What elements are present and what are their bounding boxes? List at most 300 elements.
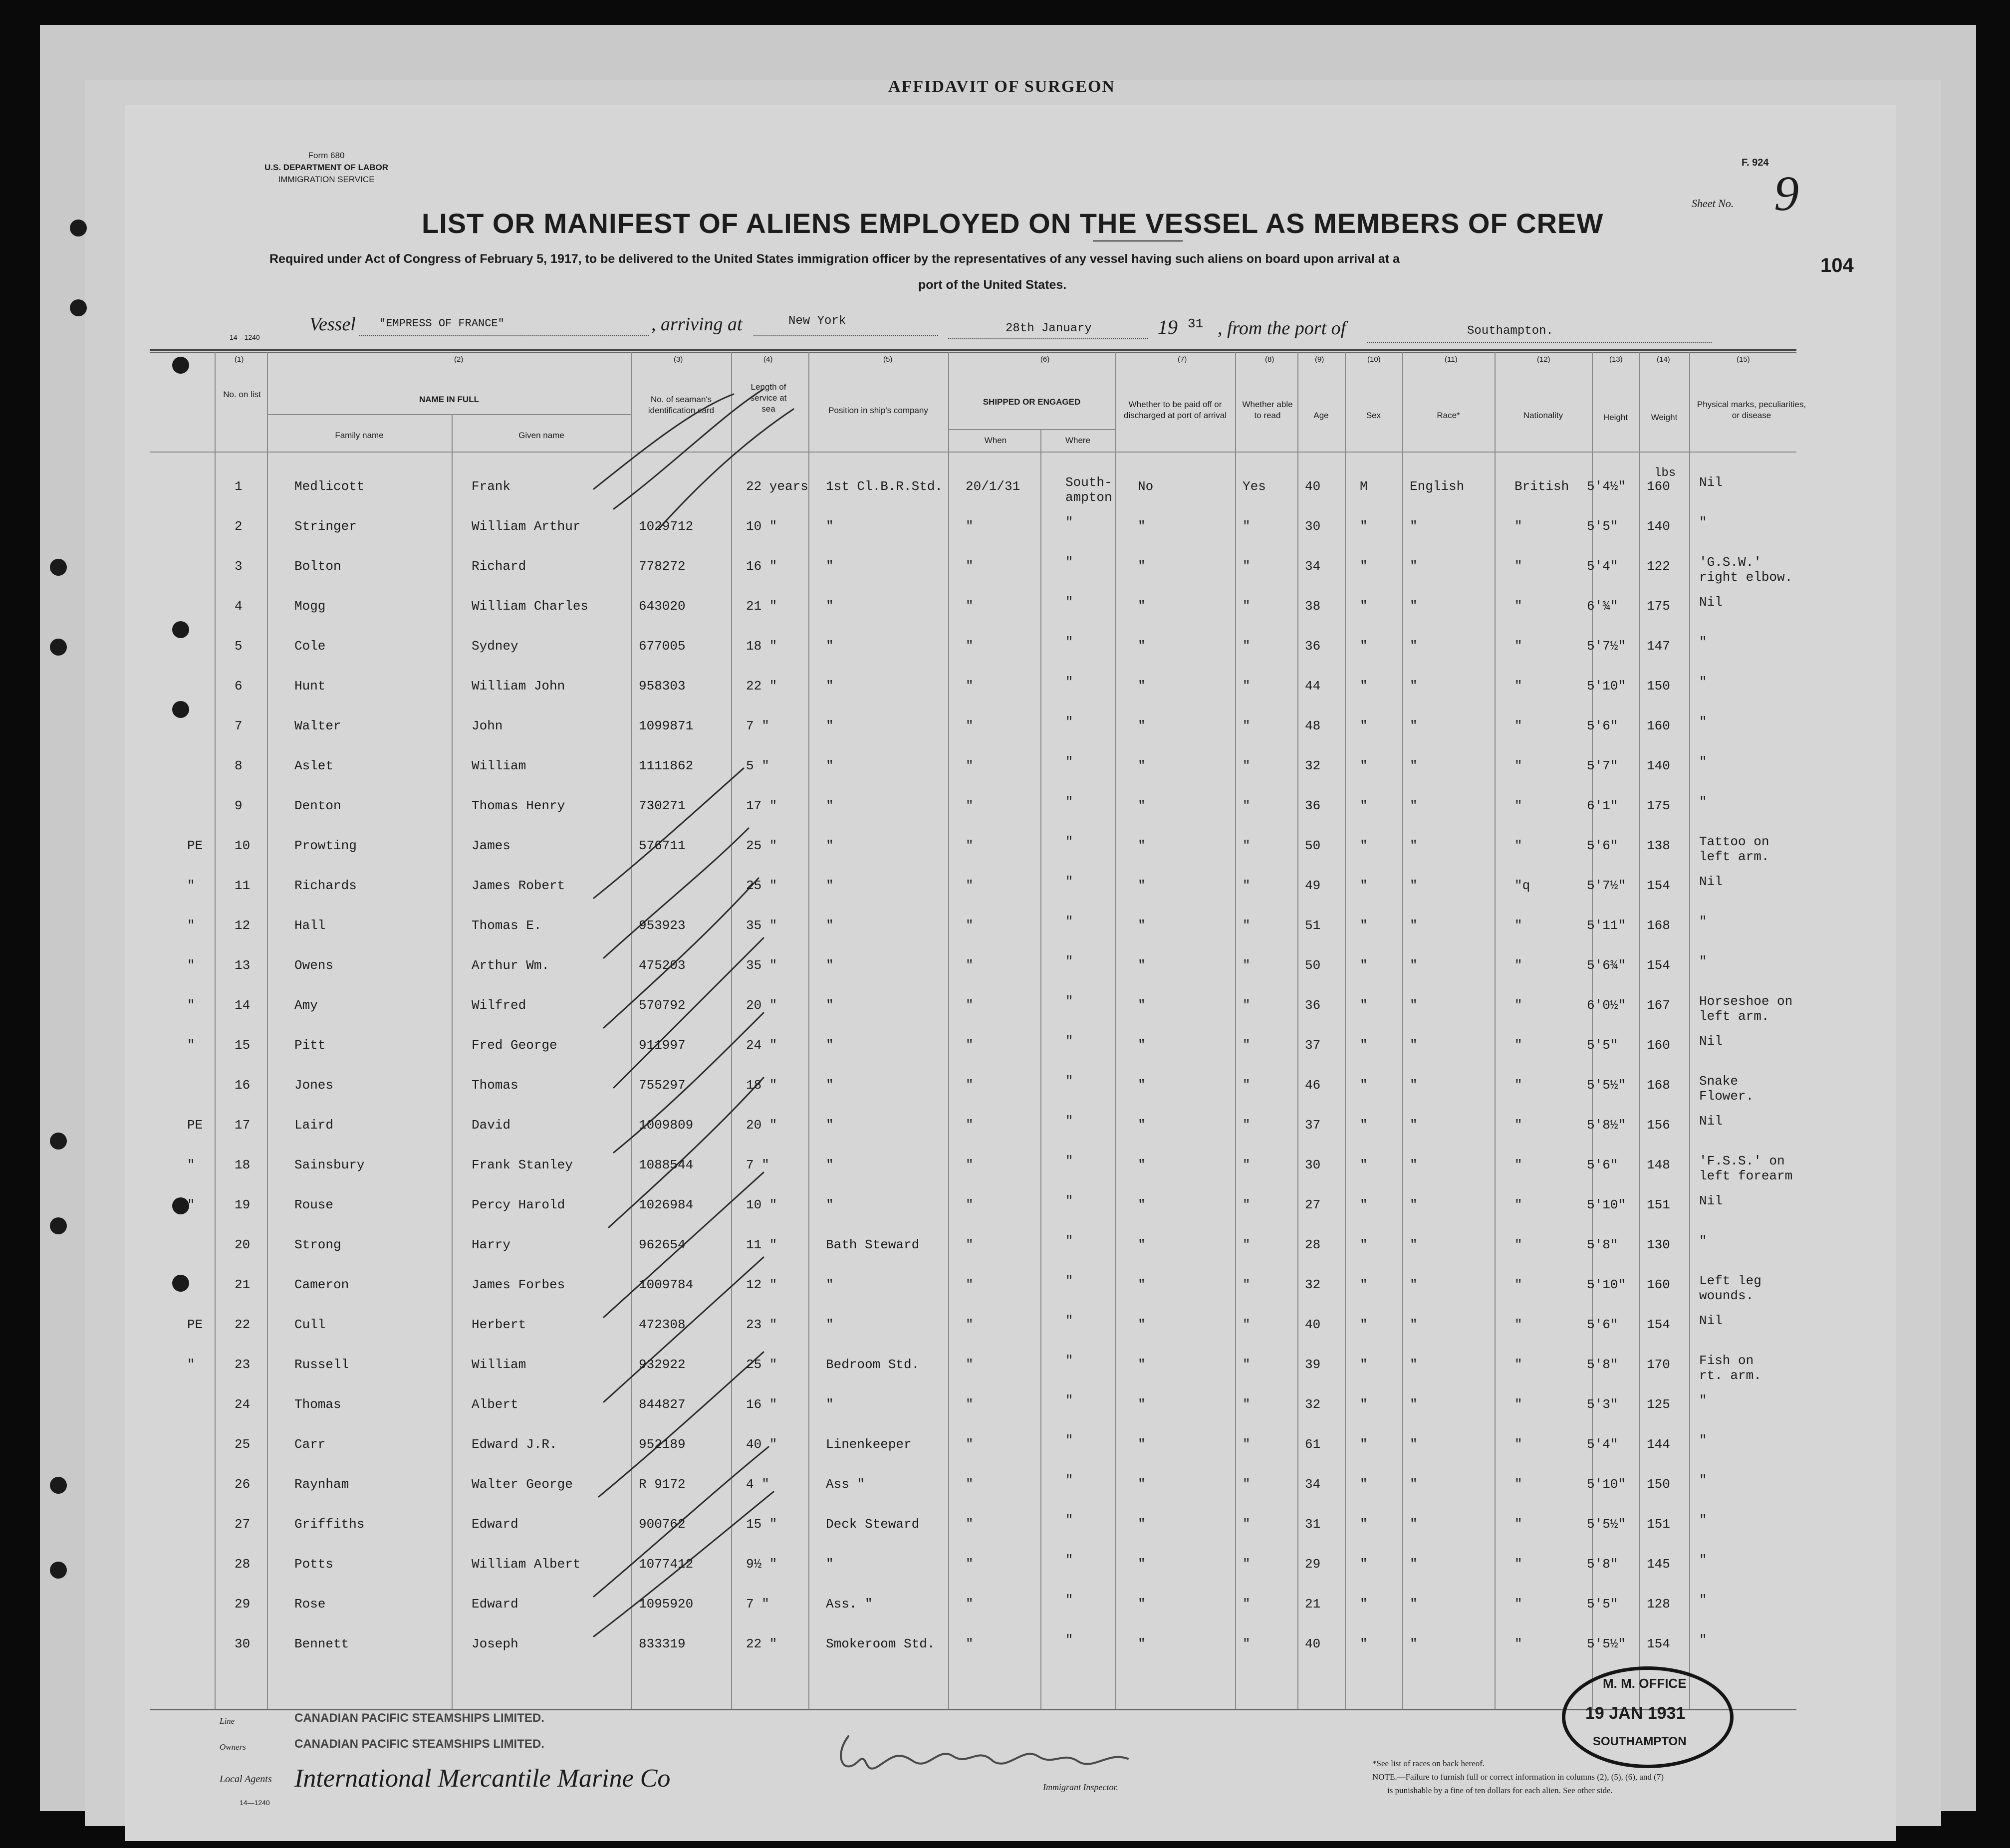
able-to-read: " bbox=[1243, 758, 1251, 773]
col-num: (3) bbox=[674, 355, 683, 364]
row-number: 4 bbox=[235, 599, 243, 614]
binder-hole bbox=[172, 1275, 189, 1292]
paid-off: " bbox=[1138, 878, 1146, 893]
physical-marks: Snake Flower. bbox=[1699, 1074, 1754, 1104]
family-name: Richards bbox=[294, 878, 357, 893]
header-name-in-full: NAME IN FULL bbox=[419, 395, 479, 404]
race: " bbox=[1410, 1078, 1418, 1093]
row-number: 28 bbox=[235, 1557, 251, 1572]
ship-position: Smokeroom Std. bbox=[826, 1636, 935, 1651]
age: 34 bbox=[1305, 559, 1321, 574]
sex: " bbox=[1360, 1157, 1368, 1172]
physical-marks: 'G.S.W.' right elbow. bbox=[1699, 555, 1793, 585]
physical-marks: Horseshoe on left arm. bbox=[1699, 994, 1793, 1024]
able-to-read: " bbox=[1243, 998, 1251, 1013]
paid-off: " bbox=[1138, 1397, 1146, 1412]
able-to-read: " bbox=[1243, 1357, 1251, 1372]
row-number: 12 bbox=[235, 918, 251, 933]
from-label: , from the port of bbox=[1218, 318, 1346, 339]
arrival-port: New York bbox=[788, 314, 846, 328]
shipped-when: " bbox=[966, 1437, 974, 1452]
shipped-when: " bbox=[966, 1357, 974, 1372]
family-name: Bolton bbox=[294, 559, 341, 574]
id-card-number: 1077412 bbox=[639, 1557, 694, 1572]
age: 48 bbox=[1305, 718, 1321, 733]
shipped-when: " bbox=[966, 519, 974, 534]
family-name: Sainsbury bbox=[294, 1157, 365, 1172]
col-num: (8) bbox=[1265, 355, 1274, 364]
col-num: (9) bbox=[1315, 355, 1324, 364]
binder-hole bbox=[50, 1562, 67, 1579]
family-name: Carr bbox=[294, 1437, 326, 1452]
paid-off: " bbox=[1138, 1357, 1146, 1372]
affidavit-title: AFFIDAVIT OF SURGEON bbox=[888, 77, 1115, 96]
header-race: Race* bbox=[1437, 411, 1460, 420]
age: 21 bbox=[1305, 1597, 1321, 1612]
shipped-where: " bbox=[1065, 874, 1073, 889]
shipped-when: " bbox=[966, 679, 974, 693]
row-number: 24 bbox=[235, 1397, 251, 1412]
ship-position: " bbox=[826, 1157, 834, 1172]
weight: 125 bbox=[1647, 1397, 1670, 1412]
shipped-when: " bbox=[966, 1636, 974, 1651]
paid-off: " bbox=[1138, 1078, 1146, 1093]
service-length: 22 years bbox=[746, 479, 808, 494]
able-to-read: " bbox=[1243, 1118, 1251, 1133]
shipped-where: " bbox=[1065, 1313, 1073, 1328]
family-name: Russell bbox=[294, 1357, 349, 1372]
service-length: 35 " bbox=[746, 918, 777, 933]
nationality: " bbox=[1514, 1597, 1522, 1612]
shipped-when: " bbox=[966, 1397, 974, 1412]
height: 5'10" bbox=[1587, 1277, 1626, 1292]
shipped-when: " bbox=[966, 958, 974, 973]
physical-marks: " bbox=[1699, 1393, 1707, 1408]
nationality: " bbox=[1514, 718, 1522, 733]
weight: 168 bbox=[1647, 918, 1670, 933]
shipped-when: " bbox=[966, 1038, 974, 1053]
sex: " bbox=[1360, 758, 1368, 773]
service-length: 5 " bbox=[746, 758, 769, 773]
paid-off: " bbox=[1138, 1157, 1146, 1172]
sex: " bbox=[1360, 1317, 1368, 1332]
paid-off: " bbox=[1138, 1118, 1146, 1133]
id-card-number: 1111862 bbox=[639, 758, 694, 773]
sex: " bbox=[1360, 1237, 1368, 1252]
service-length: 9½ " bbox=[746, 1557, 777, 1572]
service-length: 22 " bbox=[746, 679, 777, 693]
age: 40 bbox=[1305, 479, 1321, 494]
row-prefix: PE bbox=[187, 1118, 203, 1133]
ship-position: " bbox=[826, 758, 834, 773]
physical-marks: " bbox=[1699, 1632, 1707, 1647]
age: 50 bbox=[1305, 958, 1321, 973]
shipped-where: " bbox=[1065, 1593, 1073, 1608]
weight-unit: lbs bbox=[1654, 466, 1676, 480]
weight: 148 bbox=[1647, 1157, 1670, 1172]
given-name: James bbox=[472, 838, 511, 853]
family-name: Hunt bbox=[294, 679, 326, 693]
physical-marks: " bbox=[1699, 1593, 1707, 1608]
binder-hole bbox=[172, 357, 189, 374]
id-card-number: 1095920 bbox=[639, 1597, 694, 1612]
shipped-when: 20/1/31 bbox=[966, 479, 1020, 494]
race: " bbox=[1410, 1517, 1418, 1532]
ship-position: " bbox=[826, 639, 834, 654]
weight: 170 bbox=[1647, 1357, 1670, 1372]
table-top-rule bbox=[150, 349, 1796, 351]
family-name: Thomas bbox=[294, 1397, 341, 1412]
nationality: "q bbox=[1514, 878, 1530, 893]
col-rule bbox=[215, 352, 216, 1709]
age: 32 bbox=[1305, 1397, 1321, 1412]
shipped-where: " bbox=[1065, 1433, 1073, 1448]
physical-marks: Nil bbox=[1699, 1034, 1723, 1049]
col-rule bbox=[1115, 352, 1116, 1709]
id-card-number: 1026984 bbox=[639, 1197, 694, 1212]
shipped-when: " bbox=[966, 758, 974, 773]
able-to-read: " bbox=[1243, 718, 1251, 733]
given-name: William Arthur bbox=[472, 519, 581, 534]
mm-office-stamp bbox=[1562, 1666, 1734, 1768]
row-number: 8 bbox=[235, 758, 243, 773]
year-suffix: 31 bbox=[1188, 316, 1204, 331]
service-length: 10 " bbox=[746, 1197, 777, 1212]
age: 44 bbox=[1305, 679, 1321, 693]
nationality: " bbox=[1514, 1157, 1522, 1172]
weight: 160 bbox=[1647, 1038, 1670, 1053]
service-length: 16 " bbox=[746, 559, 777, 574]
height: 5'10" bbox=[1587, 679, 1626, 693]
header-age: Age bbox=[1313, 411, 1329, 420]
height: 5'10" bbox=[1587, 1477, 1626, 1492]
height: 5'6" bbox=[1587, 1317, 1618, 1332]
col-num: (14) bbox=[1657, 355, 1670, 364]
id-card-number: 677005 bbox=[639, 639, 686, 654]
row-number: 13 bbox=[235, 958, 251, 973]
shipped-where: " bbox=[1065, 1074, 1073, 1089]
sex: " bbox=[1360, 1517, 1368, 1532]
service-length: 22 " bbox=[746, 1636, 777, 1651]
footer-code: 14—1240 bbox=[240, 1799, 270, 1807]
header-where: Where bbox=[1065, 436, 1091, 445]
id-card-number: 932922 bbox=[639, 1357, 686, 1372]
col-num: (2) bbox=[454, 355, 464, 364]
able-to-read: " bbox=[1243, 1557, 1251, 1572]
age: 40 bbox=[1305, 1636, 1321, 1651]
shipped-where: " bbox=[1065, 1034, 1073, 1049]
shipped-when: " bbox=[966, 559, 974, 574]
race: " bbox=[1410, 1437, 1418, 1452]
shipped-where: " bbox=[1065, 714, 1073, 729]
age: 51 bbox=[1305, 918, 1321, 933]
footer-note-1: *See list of races on back hereof. bbox=[1372, 1759, 1485, 1768]
given-name: William Charles bbox=[472, 599, 589, 614]
family-name: Bennett bbox=[294, 1636, 349, 1651]
weight: 175 bbox=[1647, 798, 1670, 813]
sex: M bbox=[1360, 479, 1368, 494]
sex: " bbox=[1360, 1477, 1368, 1492]
shipped-when: " bbox=[966, 639, 974, 654]
col-rule bbox=[808, 352, 809, 1709]
given-name: William bbox=[472, 758, 526, 773]
weight: 151 bbox=[1647, 1517, 1670, 1532]
sex: " bbox=[1360, 1118, 1368, 1133]
height: 5'10" bbox=[1587, 1197, 1626, 1212]
race: English bbox=[1410, 479, 1465, 494]
id-card-number: 755297 bbox=[639, 1078, 686, 1093]
race: " bbox=[1410, 838, 1418, 853]
sex: " bbox=[1360, 1397, 1368, 1412]
shipped-where: " bbox=[1065, 1632, 1073, 1647]
ship-position: " bbox=[826, 878, 834, 893]
paid-off: " bbox=[1138, 639, 1146, 654]
given-name: Herbert bbox=[472, 1317, 526, 1332]
given-name: Edward bbox=[472, 1517, 518, 1532]
sex: " bbox=[1360, 1197, 1368, 1212]
race: " bbox=[1410, 559, 1418, 574]
age: 50 bbox=[1305, 838, 1321, 853]
header-shipped: SHIPPED OR ENGAGED bbox=[983, 397, 1081, 407]
age: 37 bbox=[1305, 1038, 1321, 1053]
shipped-where: " bbox=[1065, 595, 1073, 610]
height: 5'6" bbox=[1587, 1157, 1618, 1172]
service-length: 7 " bbox=[746, 718, 769, 733]
height: 5'8" bbox=[1587, 1557, 1618, 1572]
stamp-top: M. M. OFFICE bbox=[1603, 1676, 1687, 1691]
nationality: " bbox=[1514, 798, 1522, 813]
shipped-when: " bbox=[966, 878, 974, 893]
service-length: 25 " bbox=[746, 878, 777, 893]
manifest-page bbox=[125, 105, 1896, 1841]
sex: " bbox=[1360, 918, 1368, 933]
shipped-when: " bbox=[966, 1118, 974, 1133]
shipped-when: " bbox=[966, 1277, 974, 1292]
given-name: David bbox=[472, 1118, 511, 1133]
age: 27 bbox=[1305, 1197, 1321, 1212]
weight: 150 bbox=[1647, 1477, 1670, 1492]
physical-marks: " bbox=[1699, 754, 1707, 769]
age: 36 bbox=[1305, 639, 1321, 654]
nationality: " bbox=[1514, 1557, 1522, 1572]
race: " bbox=[1410, 1397, 1418, 1412]
weight: 122 bbox=[1647, 559, 1670, 574]
service-length: 7 " bbox=[746, 1157, 769, 1172]
age: 38 bbox=[1305, 599, 1321, 614]
small-code: 14—1240 bbox=[230, 333, 260, 341]
service-length: 40 " bbox=[746, 1437, 777, 1452]
id-card-number: 730271 bbox=[639, 798, 686, 813]
shipped-when: " bbox=[966, 1317, 974, 1332]
header-weight: Weight bbox=[1651, 413, 1678, 422]
family-name: Cull bbox=[294, 1317, 326, 1332]
col-num: (13) bbox=[1609, 355, 1623, 364]
paid-off: No bbox=[1138, 479, 1154, 494]
binder-hole bbox=[172, 701, 189, 718]
paid-off: " bbox=[1138, 679, 1146, 693]
row-prefix: " bbox=[187, 918, 195, 933]
physical-marks: Nil bbox=[1699, 1313, 1723, 1328]
weight: 154 bbox=[1647, 1636, 1670, 1651]
owners-label: Owners bbox=[220, 1742, 246, 1752]
given-name: Albert bbox=[472, 1397, 518, 1412]
weight: 130 bbox=[1647, 1237, 1670, 1252]
ship-position: Bath Steward bbox=[826, 1237, 920, 1252]
able-to-read: " bbox=[1243, 1397, 1251, 1412]
ship-position: " bbox=[826, 1397, 834, 1412]
binder-hole bbox=[50, 559, 67, 576]
paid-off: " bbox=[1138, 599, 1146, 614]
col-num: (10) bbox=[1367, 355, 1381, 364]
ship-position: Ass " bbox=[826, 1477, 865, 1492]
race: " bbox=[1410, 1597, 1418, 1612]
shipped-when: " bbox=[966, 1597, 974, 1612]
col-rule bbox=[267, 352, 268, 1709]
height: 5'8½" bbox=[1587, 1118, 1626, 1133]
family-name: Cole bbox=[294, 639, 326, 654]
col-num: (4) bbox=[763, 355, 773, 364]
race: " bbox=[1410, 798, 1418, 813]
row-prefix: " bbox=[187, 1038, 195, 1053]
binder-hole bbox=[50, 639, 67, 656]
id-card-number: 844827 bbox=[639, 1397, 686, 1412]
height: 5'6" bbox=[1587, 718, 1618, 733]
binder-hole bbox=[172, 621, 189, 638]
col-rule bbox=[1639, 352, 1640, 1709]
stamp-date: 19 JAN 1931 bbox=[1585, 1704, 1686, 1723]
race: " bbox=[1410, 679, 1418, 693]
race: " bbox=[1410, 1157, 1418, 1172]
paid-off: " bbox=[1138, 1437, 1146, 1452]
family-name: Cameron bbox=[294, 1277, 349, 1292]
physical-marks: Nil bbox=[1699, 1114, 1723, 1129]
inspector-label: Immigrant Inspector. bbox=[1043, 1782, 1118, 1792]
weight: 160 bbox=[1647, 718, 1670, 733]
given-name: Sydney bbox=[472, 639, 518, 654]
race: " bbox=[1410, 1557, 1418, 1572]
sex: " bbox=[1360, 1078, 1368, 1093]
shipped-where: " bbox=[1065, 1553, 1073, 1568]
age: 36 bbox=[1305, 998, 1321, 1013]
weight: 145 bbox=[1647, 1557, 1670, 1572]
shipped-where: " bbox=[1065, 1154, 1073, 1168]
id-card-number: 475203 bbox=[639, 958, 686, 973]
service-length: 20 " bbox=[746, 1118, 777, 1133]
physical-marks: Fish on rt. arm. bbox=[1699, 1353, 1761, 1383]
row-number: 2 bbox=[235, 519, 243, 534]
service-length: 12 " bbox=[746, 1277, 777, 1292]
service-length: 7 " bbox=[746, 1597, 769, 1612]
sex: " bbox=[1360, 718, 1368, 733]
shipped-where: " bbox=[1065, 1513, 1073, 1528]
binder-hole bbox=[70, 299, 87, 316]
line-value: CANADIAN PACIFIC STEAMSHIPS LIMITED. bbox=[294, 1711, 544, 1725]
race: " bbox=[1410, 1636, 1418, 1651]
row-number: 6 bbox=[235, 679, 243, 693]
height: 5'5½" bbox=[1587, 1636, 1626, 1651]
title-underline bbox=[1093, 240, 1183, 241]
footer-note-3: is punishable by a fine of ten dollars for each alien. See other side. bbox=[1387, 1786, 1613, 1795]
nationality: " bbox=[1514, 1397, 1522, 1412]
row-number: 3 bbox=[235, 559, 243, 574]
height: 5'8" bbox=[1587, 1357, 1618, 1372]
ship-position: " bbox=[826, 1078, 834, 1093]
family-name: Laird bbox=[294, 1118, 334, 1133]
stamp-bottom: SOUTHAMPTON bbox=[1593, 1735, 1687, 1748]
age: 40 bbox=[1305, 1317, 1321, 1332]
id-card-number: 1029712 bbox=[639, 519, 694, 534]
ship-position: Bedroom Std. bbox=[826, 1357, 920, 1372]
able-to-read: " bbox=[1243, 1237, 1251, 1252]
arrival-date: 28th January bbox=[1005, 322, 1092, 335]
sex: " bbox=[1360, 639, 1368, 654]
nationality: " bbox=[1514, 1118, 1522, 1133]
header-height: Height bbox=[1603, 413, 1628, 422]
race: " bbox=[1410, 1277, 1418, 1292]
weight: 167 bbox=[1647, 998, 1670, 1013]
sex: " bbox=[1360, 519, 1368, 534]
ship-position: " bbox=[826, 1277, 834, 1292]
header-paid-off: Whether to be paid off or discharged at port of arrival bbox=[1124, 400, 1227, 420]
footer-note-2: NOTE.—Failure to furnish full or correct information in columns (2), (5), (6), and (7) bbox=[1372, 1772, 1664, 1782]
physical-marks: " bbox=[1699, 714, 1707, 729]
race: " bbox=[1410, 519, 1418, 534]
physical-marks: Nil bbox=[1699, 874, 1723, 889]
weight: 144 bbox=[1647, 1437, 1670, 1452]
binder-hole bbox=[50, 1217, 67, 1234]
family-name: Amy bbox=[294, 998, 318, 1013]
sex: " bbox=[1360, 1597, 1368, 1612]
ship-position: " bbox=[826, 679, 834, 693]
id-card-number: 911997 bbox=[639, 1038, 686, 1053]
able-to-read: " bbox=[1243, 1597, 1251, 1612]
header-id-card: No. of seaman's identification card bbox=[648, 395, 715, 415]
paid-off: " bbox=[1138, 1477, 1146, 1492]
row-number: 9 bbox=[235, 798, 243, 813]
able-to-read: " bbox=[1243, 1157, 1251, 1172]
header-physical-marks: Physical marks, peculiarities, or disease bbox=[1697, 400, 1806, 420]
subtitle-line-2: port of the United States. bbox=[918, 278, 1067, 292]
vessel-label: Vessel bbox=[309, 314, 356, 335]
table-bottom-rule bbox=[150, 1709, 1796, 1710]
id-card-number: R 9172 bbox=[639, 1477, 686, 1492]
row-number: 25 bbox=[235, 1437, 251, 1452]
given-name: Joseph bbox=[472, 1636, 518, 1651]
sex: " bbox=[1360, 1277, 1368, 1292]
height: 6'0½" bbox=[1587, 998, 1626, 1013]
arriving-label: , arriving at bbox=[651, 314, 743, 335]
physical-marks: 'F.S.S.' on left forearm bbox=[1699, 1154, 1793, 1183]
paid-off: " bbox=[1138, 1517, 1146, 1532]
race: " bbox=[1410, 918, 1418, 933]
height: 5'6¾" bbox=[1587, 958, 1626, 973]
race: " bbox=[1410, 599, 1418, 614]
paid-off: " bbox=[1138, 1597, 1146, 1612]
nationality: " bbox=[1514, 1636, 1522, 1651]
sex: " bbox=[1360, 1437, 1368, 1452]
binder-hole bbox=[70, 220, 87, 236]
shipped-where: " bbox=[1065, 635, 1073, 650]
paid-off: " bbox=[1138, 918, 1146, 933]
header-sex: Sex bbox=[1366, 411, 1381, 420]
shipped-where: " bbox=[1065, 1393, 1073, 1408]
physical-marks: " bbox=[1699, 1553, 1707, 1568]
height: 5'7" bbox=[1587, 758, 1618, 773]
given-name: Edward bbox=[472, 1597, 518, 1612]
height: 5'7½" bbox=[1587, 639, 1626, 654]
paid-off: " bbox=[1138, 559, 1146, 574]
given-name: James Forbes bbox=[472, 1277, 565, 1292]
